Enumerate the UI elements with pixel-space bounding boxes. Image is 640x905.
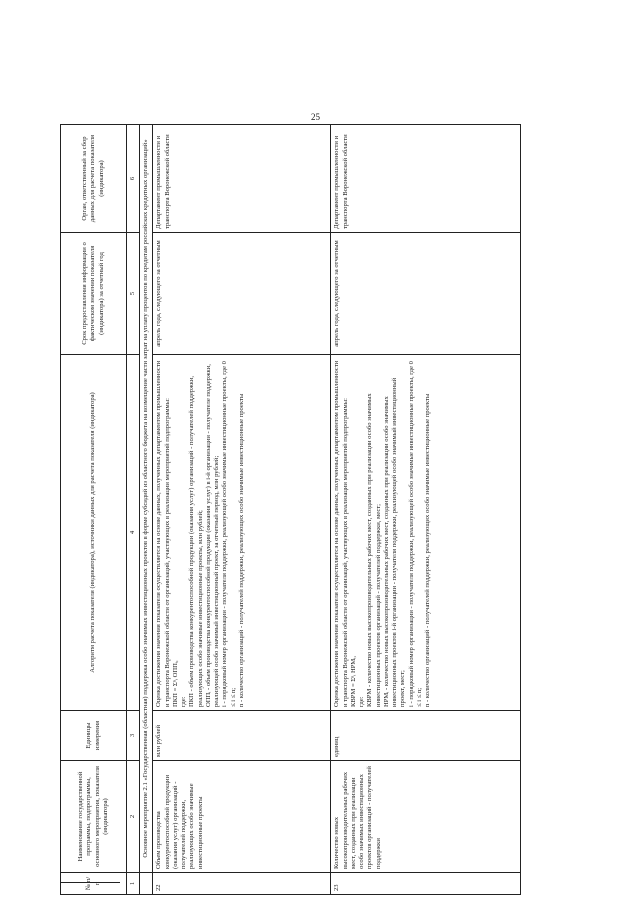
header-num: № п/п [61,873,127,895]
algorithm-line: Оценка достижения значения показателя осуществляется на основе данных, полученных департаментом промышленности и транспорта Воронежской области от организаций, участвующих в реализации мероприятий подпрограммы: [155,360,171,707]
algorithm-cell [153,355,331,711]
header-name: Наименование государственной программы, подпрограммы, основного мероприятия, показателя (индикатора) [61,761,127,873]
algorithm-line: n - количество организаций - получателей поддержки, реализующих особо значимые инвестиционные проекты [424,393,432,707]
algorithm-line: где: [180,696,188,707]
col-number: 3 [127,711,140,761]
responsible-cell: Департамент промышленности и транспорта Воронежской области [153,125,331,233]
row-number: 23 [331,873,521,895]
table-row [153,125,331,895]
indicator-name: Количество новых высокопроизводительных рабочих мест, созданных при реализации особо значимых инвестиционных проектов организаций - получателей поддержки [331,761,521,873]
footnote-separator [60,882,120,883]
algorithm-line: НРМᵢ - количество новых высокопроизводительных рабочих мест, созданных при реализации особо значимых инвестиционных проектов i-й организации - получателя поддержки, реализующей особо значимый инвестиционный проект, мест; [382,377,407,707]
formula: КВРМ = Σⁿᵢ НРМᵢ, [349,655,357,707]
algorithm-line: ПКП - объем производства конкурентоспособной продукции (оказания услуг) организаций - получателей поддержки, реализующих особо значимые инвестиционные проекты, млн рублей; [188,375,204,707]
table-stage [60,125,530,895]
indicator-name: Объем производства конкурентоспособной продукции (оказания услуг) организаций - получателей поддержки, реализующих особо значимые инвестиционные проекты [153,761,331,873]
term-cell: апрель года, следующего за отчетным [331,233,521,355]
term-cell: апрель года, следующего за отчетным [153,233,331,355]
algorithm-line: где: [358,696,366,707]
algorithm-line: n - количество организаций - получателей поддержки, реализующих особо значимые инвестиционные проекты [237,393,245,707]
header-row [61,125,127,895]
indicators-table [60,124,521,895]
col-number: 5 [127,233,140,355]
algorithm-line: Оценка достижения значения показателя осуществляется на основе данных, полученных департаментом промышленности и транспорта Воронежской области от организаций, участвующих в реализации мероприятий подпрограммы: [333,360,349,707]
column-numbers-row [127,125,140,895]
col-number: 6 [127,125,140,233]
header-algorithm: Алгоритм расчета показателя (индикатора), источники данных для расчета показателя (индикатора) [61,355,127,711]
page-number: 25 [311,112,320,122]
unit-cell: единиц [331,711,521,761]
col-number: 2 [127,761,140,873]
header-unit: Единицы измерения [61,711,127,761]
algorithm-line: КВРМ - количество новых высокопроизводительных рабочих мест, созданных при реализации особо значимых инвестиционных проектов организаций - получателей поддержки, мест; [366,393,382,707]
col-number: 1 [127,873,140,895]
algorithm-line: ОППᵢ - объем производства конкурентоспособной продукции (оказания услуг) в i-й организации - получателе поддержки, реализующей особо значимый инвестиционный проект, за отчетный период, млн рублей; [204,364,221,707]
rotated-table-container [60,125,530,895]
formula: ПКП = Σⁿᵢ ОППᵢ, [171,660,179,707]
unit-cell: млн рублей [153,711,331,761]
algorithm-cell [331,355,521,711]
col-number: 4 [127,355,140,711]
responsible-cell: Департамент промышленности и транспорта Воронежской области [331,125,521,233]
row-number: 22 [153,873,331,895]
algorithm-line: i - порядковый номер организации - получателя поддержки, реализующей особо значимые инвестиционные проекты, где 0 ≤ i ≤ n; [407,361,423,707]
section-row [140,125,153,895]
header-term: Срок предоставления информации о фактическом значении показателя (индикатора) за отчетный год [61,233,127,355]
table-row [331,125,521,895]
section-title: Основное мероприятие 2.1 «Государственная (областная) поддержка особо значимых инвестиционных проектов в форме субсидий из областного бюджета на возмещение части затрат на уплату процентов по кредитам российских кредитных организаций» [140,125,153,873]
header-responsible: Орган, ответственный за сбор данных для расчета показателя (индикатора) [61,125,127,233]
algorithm-line: i - порядковый номер организации - получателя поддержки, реализующей особо значимые инвестиционные проекты, где 0 ≤ i ≤ n; [221,361,237,707]
